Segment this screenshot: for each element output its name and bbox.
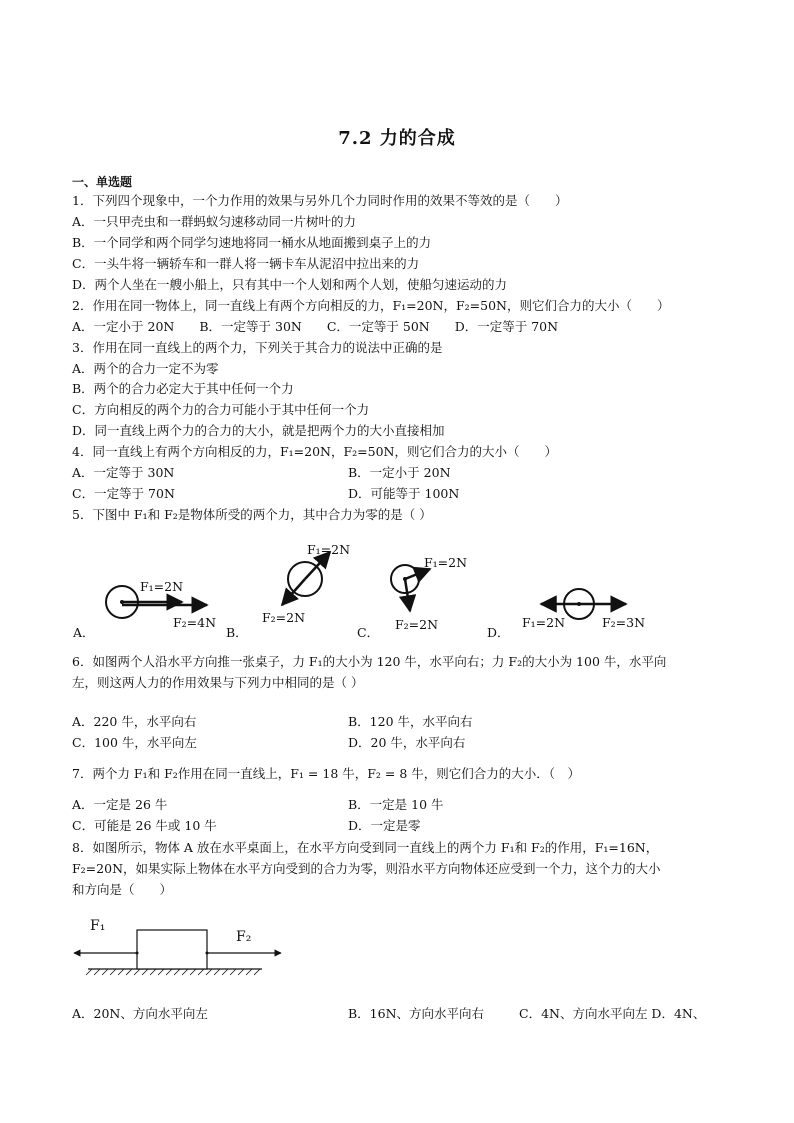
q3-option-c: C．方向相反的两个力的合力可能小于其中任何一个力 — [72, 402, 370, 417]
q3-stem: 3．作用在同一直线上的两个力，下列关于其合力的说法中正确的是 — [72, 340, 443, 355]
q8-stem-line1: 8．如图所示，物体 A 放在水平桌面上，在水平方向受到同一直线上的两个力 F₁和 F₂的作用，F₁=16N， — [72, 840, 659, 855]
q1-stem: 1．下列四个现象中，一个力作用的效果与另外几个力同时作用的效果不等效的是（ ） — [72, 193, 568, 208]
q5-letter-c: C． — [357, 625, 380, 640]
q5-letter-b: B． — [226, 625, 248, 640]
q5-c-f2-label: F₂=2N — [395, 617, 439, 632]
q5-stem: 5．下图中 F₁和 F₂是物体所受的两个力，其中合力为零的是（ ） — [72, 507, 432, 522]
q6-option-c: C．100 牛，水平向左 — [72, 735, 197, 750]
q4-stem: 4．同一直线上有两个方向相反的力，F₁=20N，F₂=50N，则它们合力的大小（ ） — [72, 444, 557, 459]
q6-stem-line2: 左，则这两人力的作用效果与下列力中相同的是（ ） — [72, 675, 364, 690]
diagram-b-f2-arrow — [282, 579, 305, 605]
q8-option-cd: C．4N、方向水平向左 D．4N、 — [519, 1006, 706, 1021]
q5-a-f2-label: F₂=4N — [173, 615, 217, 630]
q5-d-f1-label: F₁=2N — [522, 615, 566, 630]
diagram-c — [391, 565, 430, 611]
q8-diagram — [0, 915, 794, 985]
diagram-b — [282, 552, 330, 605]
q1-option-a: A．一只甲壳虫和一群蚂蚁匀速移动同一片树叶的力 — [72, 214, 357, 229]
q3-option-b: B．两个的合力必定大于其中任何一个力 — [72, 381, 294, 396]
q5-a-f1-label: F₁=2N — [140, 579, 184, 594]
q4-option-b: B．一定小于 20N — [348, 465, 451, 480]
diagram-c-f1-arrow — [405, 569, 430, 579]
q5-c-f1-label: F₁=2N — [424, 555, 468, 570]
page-title: 7.2 力的合成 — [338, 128, 456, 149]
q1-option-d: D．两个人坐在一艘小船上，只有其中一个人划和两个人划，使船匀速运动的力 — [72, 277, 508, 292]
q5-b-f2-label: F₂=2N — [262, 610, 306, 625]
q1-option-c: C．一头牛将一辆轿车和一群人将一辆卡车从泥沼中拉出来的力 — [72, 256, 420, 271]
q6-option-b: B．120 牛，水平向右 — [348, 714, 473, 729]
q7-option-d: D．一定是零 — [348, 818, 421, 833]
q8-f1-label: F₁ — [90, 918, 106, 934]
q4-option-d: D．可能等于 100N — [348, 486, 460, 501]
q8-f2-label: F₂ — [236, 929, 252, 945]
q4-option-a: A．一定等于 30N — [72, 465, 175, 480]
section-heading: 一、单选题 — [72, 175, 133, 189]
q2-stem: 2．作用在同一物体上，同一直线上有两个方向相反的力，F₁=20N，F₂=50N，则它们合力的大小（ ） — [72, 298, 670, 313]
q7-option-a: A．一定是 26 牛 — [72, 797, 168, 812]
q7-stem: 7．两个力 F₁和 F₂作用在同一直线上，F₁ = 18 牛，F₂ = 8 牛，则它们合力的大小．（ ） — [72, 766, 581, 781]
diagram-c-f2-arrow — [405, 579, 410, 611]
q6-option-a: A．220 牛，水平向右 — [72, 714, 197, 729]
q7-option-b: B．一定是 10 牛 — [348, 797, 444, 812]
q3-option-a: A．两个的合力一定不为零 — [72, 361, 219, 376]
q8-object-a — [137, 930, 207, 969]
q5-b-f1-label: F₁=2N — [307, 542, 351, 557]
q1-option-b: B．一个同学和两个同学匀速地将同一桶水从地面搬到桌子上的力 — [72, 235, 432, 250]
q5-letter-d: D． — [487, 625, 510, 640]
q2-options: A．一定小于 20N B．一定等于 30N C．一定等于 50N D．一定等于 70N — [72, 319, 559, 334]
q3-option-d: D．同一直线上两个力的合力的大小，就是把两个力的大小直接相加 — [72, 423, 445, 438]
q8-option-b: B．16N、方向水平向右 — [348, 1006, 485, 1021]
q5-d-f2-label: F₂=3N — [602, 615, 646, 630]
q5-letter-a: A． — [73, 625, 95, 640]
q8-table-hatching — [86, 969, 260, 975]
q8-option-a: A．20N、方向水平向左 — [72, 1006, 208, 1021]
q8-stem-line3: 和方向是（ ） — [72, 882, 173, 897]
q6-stem-line1: 6．如图两个人沿水平方向推一张桌子，力 F₁的大小为 120 牛，水平向右；力 F₂的大小为 100 牛，水平向 — [72, 654, 667, 669]
q6-option-d: D．20 牛，水平向右 — [348, 735, 466, 750]
q4-option-c: C．一定等于 70N — [72, 486, 175, 501]
q8-stem-line2: F₂=20N，如果实际上物体在水平方向受到的合力为零，则沿水平方向物体还应受到一个力，这个力的大小 — [72, 861, 661, 876]
q7-option-c: C．可能是 26 牛或 10 牛 — [72, 818, 217, 833]
